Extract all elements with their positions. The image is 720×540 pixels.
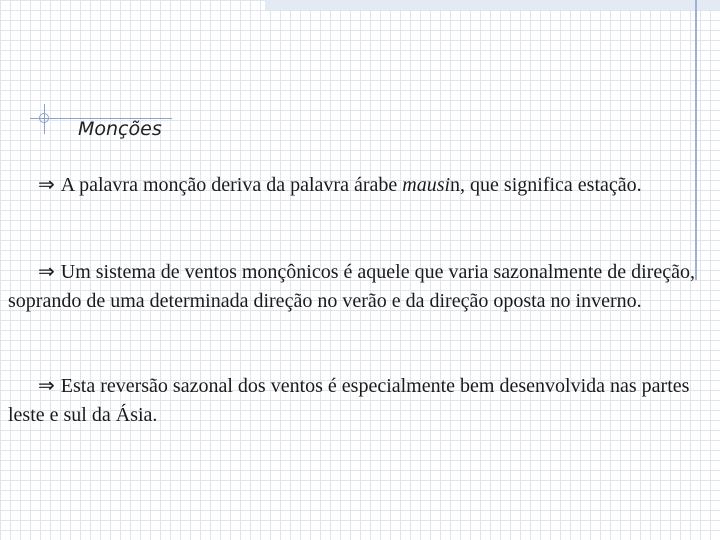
bullet-1-text-end: n, que significa estação. — [450, 174, 642, 196]
decorative-top-bar — [265, 0, 720, 10]
decorative-right-line — [695, 0, 697, 280]
arrow-bullet-icon: ⇒ — [38, 174, 55, 196]
bullet-2-text: Um sistema de ventos monçônicos é aquele que varia sazonalmente de direção, soprando de uma determinada direção no verão e da direção oposta no inverno. — [8, 261, 695, 312]
bullet-1-text-start: A palavra monção deriva da palavra árabe — [60, 174, 403, 196]
arrow-bullet-icon: ⇒ — [38, 261, 55, 283]
bullet-item-1 — [8, 171, 714, 200]
bullet-item-2 — [8, 258, 714, 316]
bullet-item-3 — [8, 372, 714, 430]
arrow-bullet-icon: ⇒ — [38, 375, 55, 397]
slide-title: Monções — [78, 118, 162, 140]
bullet-3-text: Esta reversão sazonal dos ventos é especialmente bem desenvolvida nas partes leste e sul da Ásia. — [8, 375, 690, 426]
bullet-1-emphasis: mausi — [402, 174, 451, 196]
title-marker-circle — [39, 113, 49, 123]
